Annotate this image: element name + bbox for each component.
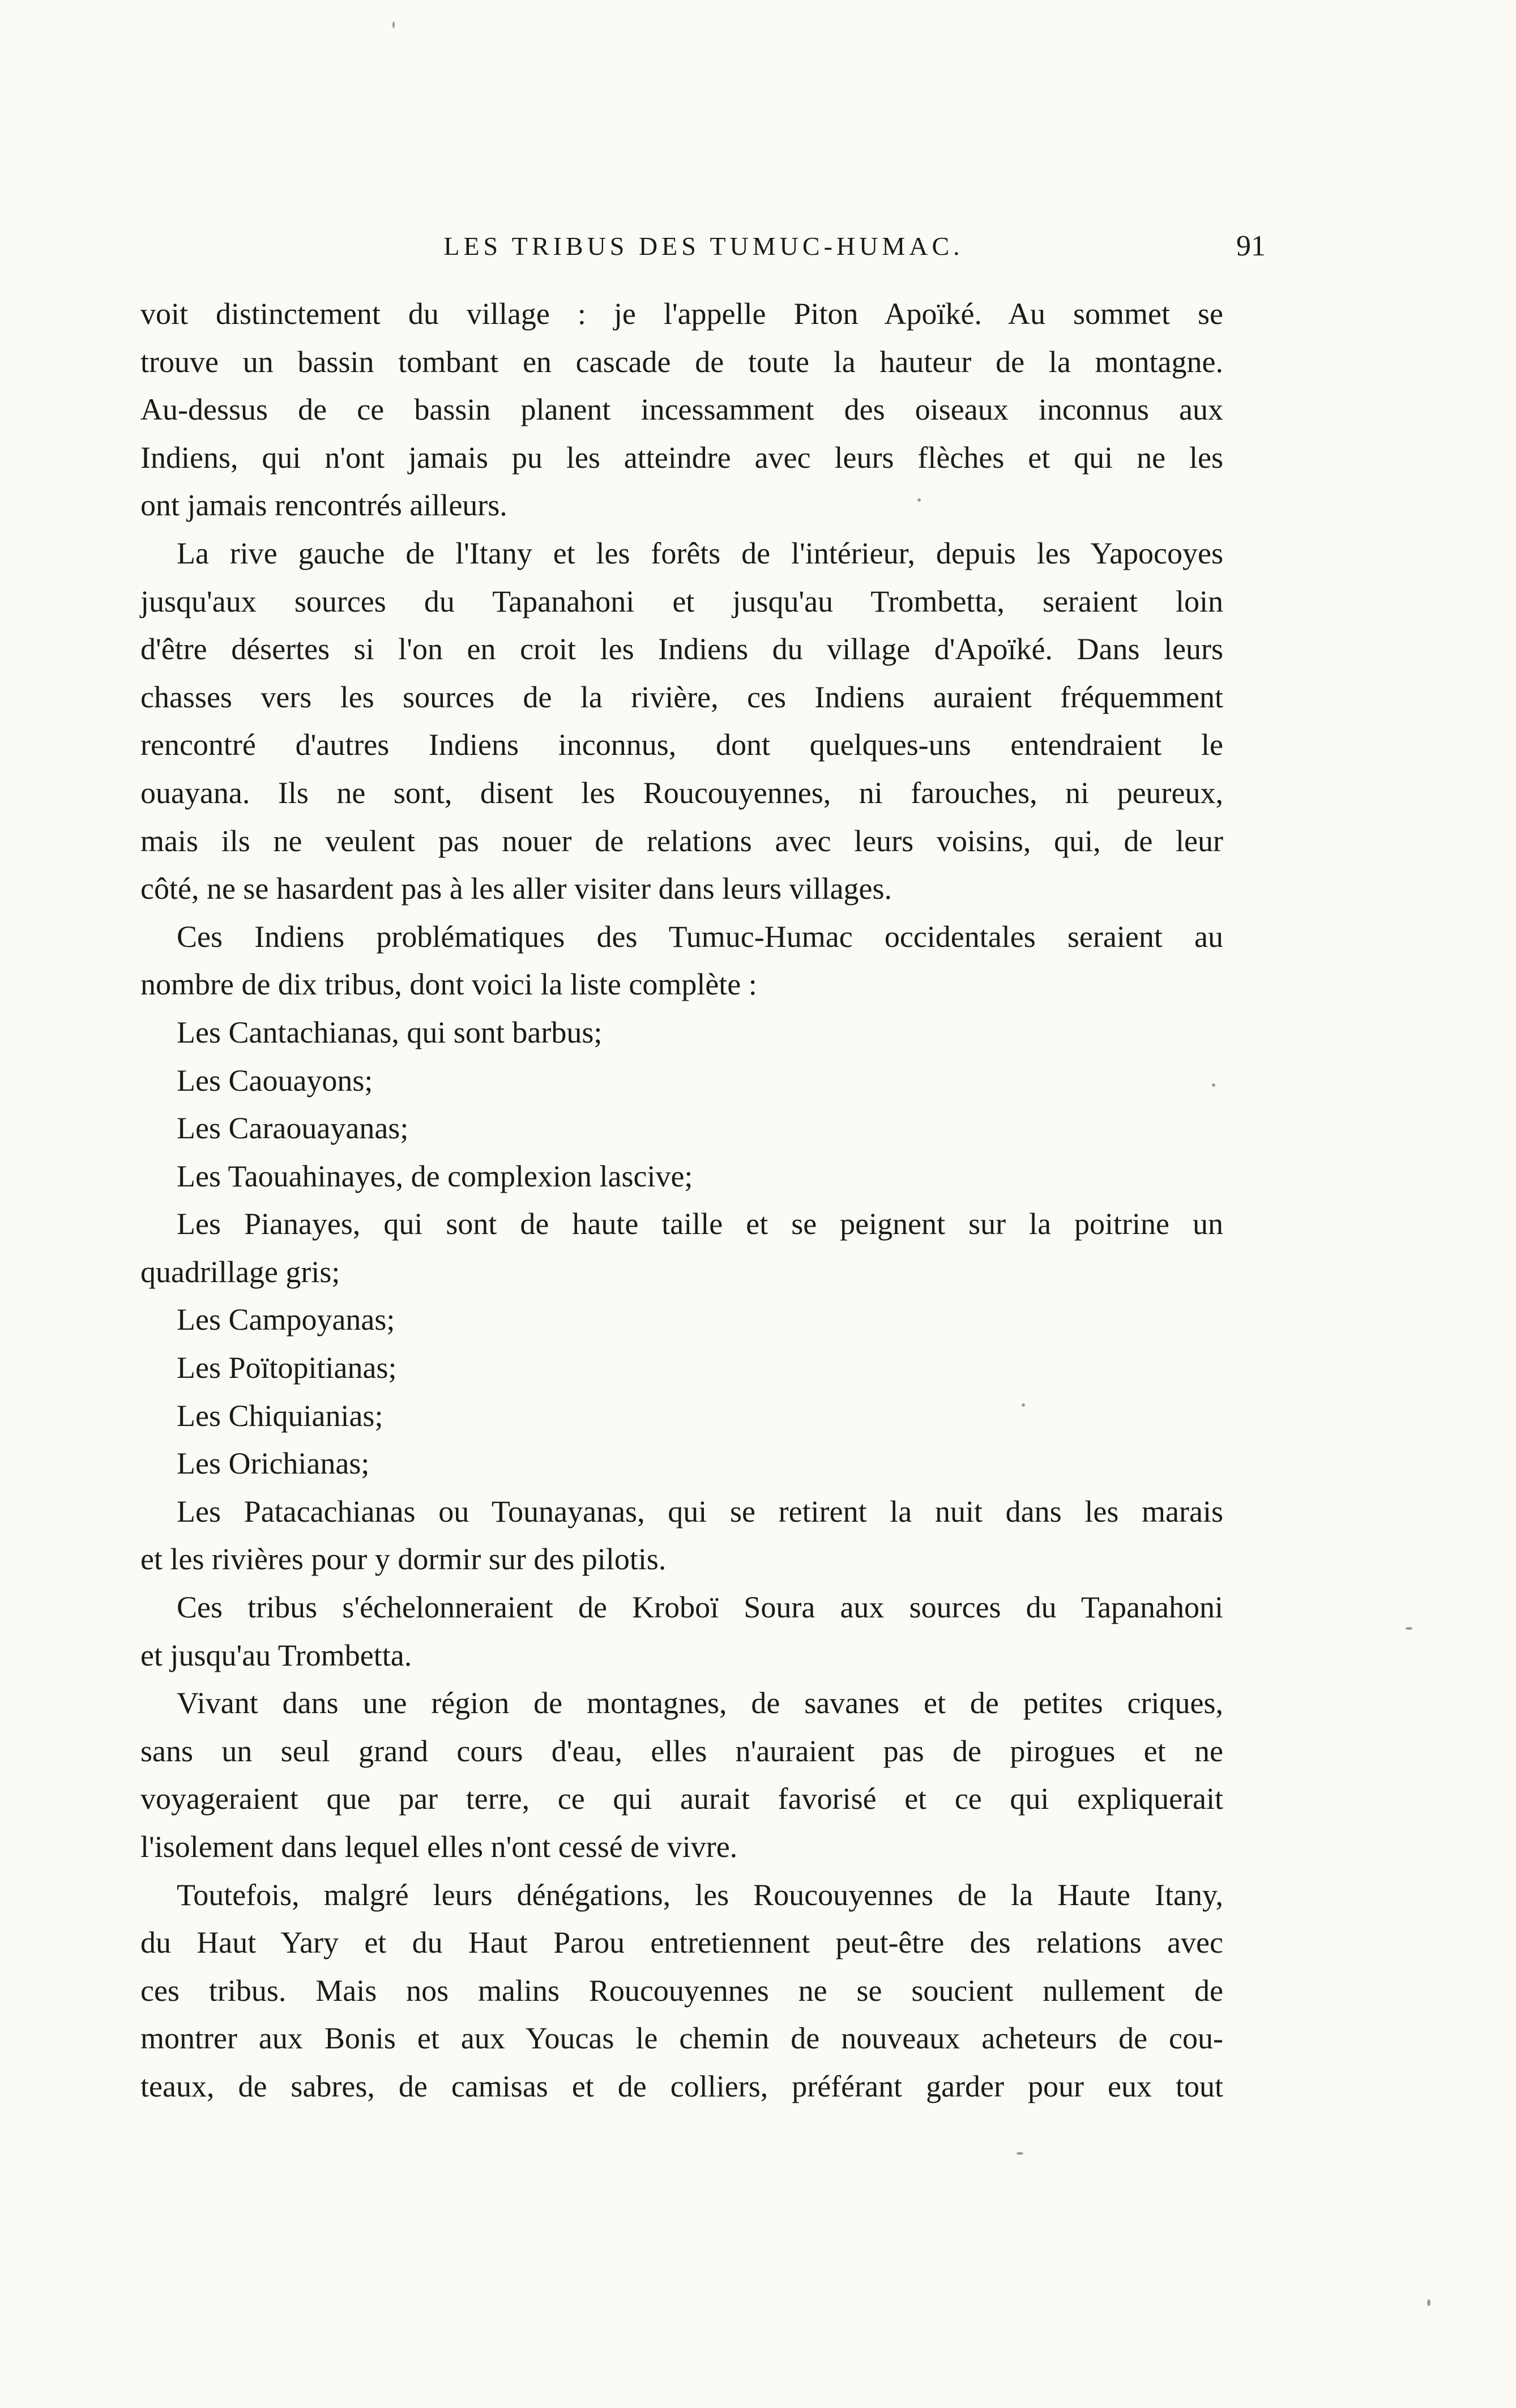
text-line: et les rivières pour y dormir sur des pilotis. [140,1542,667,1577]
paper-speck [1427,2299,1430,2306]
text-line: Ces Indiens problématiques des Tumuc-Humac occidentales seraient au [177,919,1223,954]
paper-speck [1406,1627,1412,1630]
text-line: jusqu'aux sources du Tapanahoni et jusqu'au Trombetta, seraient loin [140,584,1223,618]
text-line: ces tribus. Mais nos malins Roucouyennes ne se soucient nullement de [140,1973,1223,2008]
paper-speck [392,22,395,28]
text-line: teaux, de sabres, de camisas et de colliers, préférant garder pour eux tout [140,2069,1223,2103]
text-line: Toutefois, malgré leurs dénégations, les Roucouyennes de la Haute Itany, [177,1877,1223,1912]
text-line: d'être désertes si l'on en croit les Indiens du village d'Apoïké. Dans leurs [140,632,1223,667]
text-line: mais ils ne veulent pas nouer de relations avec leurs voisins, qui, de leur [140,823,1223,858]
text-line: Les Patacachianas ou Tounayanas, qui se retirent la nuit dans les marais [177,1494,1223,1529]
text-line: Les Poïtopitianas; [177,1351,397,1385]
text-line: Les Taouahinayes, de complexion lascive; [177,1159,693,1193]
text-line: du Haut Yary et du Haut Parou entretiennent peut-être des relations avec [140,1925,1223,1960]
text-line: ont jamais rencontrés ailleurs. [140,488,507,523]
text-line: La rive gauche de l'Itany et les forêts de l'intérieur, depuis les Yapocoyes [177,536,1223,570]
text-line: ouayana. Ils ne sont, disent les Roucouyennes, ni farouches, ni peureux, [140,775,1223,810]
body-text [140,290,1223,2111]
text-line: voit distinctement du village : je l'appelle Piton Apoïké. Au sommet se [140,297,1223,331]
paper-speck [1212,1083,1215,1087]
page-header [142,224,1266,269]
text-line: Vivant dans une région de montagnes, de savanes et de petites criques, [177,1686,1223,1720]
text-line: Indiens, qui n'ont jamais pu les atteindre avec leurs flèches et qui ne les [140,440,1223,475]
paper-speck [1017,2152,1023,2155]
text-line: quadrillage gris; [140,1254,340,1289]
text-line: nombre de dix tribus, dont voici la liste complète : [140,967,757,1002]
paper-speck [1022,1403,1025,1407]
text-line: Au-dessus de ce bassin planent incessamment des oiseaux inconnus aux [140,392,1223,427]
text-line: Les Caouayons; [177,1063,373,1098]
text-line: sans un seul grand cours d'eau, elles n'auraient pas de pirogues et ne [140,1734,1223,1768]
text-line: Les Orichianas; [177,1446,370,1481]
running-title: LES TRIBUS DES TUMUC-HUMAC. [443,232,964,261]
text-line: voyageraient que par terre, ce qui aurait favorisé et ce qui expliquerait [140,1782,1223,1816]
text-line: Les Caraouayanas; [177,1111,409,1146]
text-line: rencontré d'autres Indiens inconnus, dont quelques-uns entendraient le [140,728,1223,762]
paper-speck [917,498,921,502]
text-line: trouve un bassin tombant en cascade de toute la hauteur de la montagne. [140,344,1223,379]
text-line: Ces tribus s'échelonneraient de Kroboï Soura aux sources du Tapanahoni [177,1590,1223,1625]
text-line: Les Cantachianas, qui sont barbus; [177,1015,603,1049]
page-number: 91 [1236,230,1266,262]
text-line: et jusqu'au Trombetta. [140,1638,412,1672]
text-line: montrer aux Bonis et aux Youcas le chemin de nouveaux acheteurs de cou- [140,2021,1223,2056]
text-line: chasses vers les sources de la rivière, ces Indiens auraient fréquemment [140,680,1223,714]
text-line: l'isolement dans lequel elles n'ont cessé de vivre. [140,1830,738,1864]
text-line: Les Campoyanas; [177,1303,395,1337]
text-line: Les Pianayes, qui sont de haute taille et se peignent sur la poitrine un [177,1207,1223,1241]
text-line: Les Chiquianias; [177,1398,383,1433]
text-line: côté, ne se hasardent pas à les aller visiter dans leurs villages. [140,872,892,906]
